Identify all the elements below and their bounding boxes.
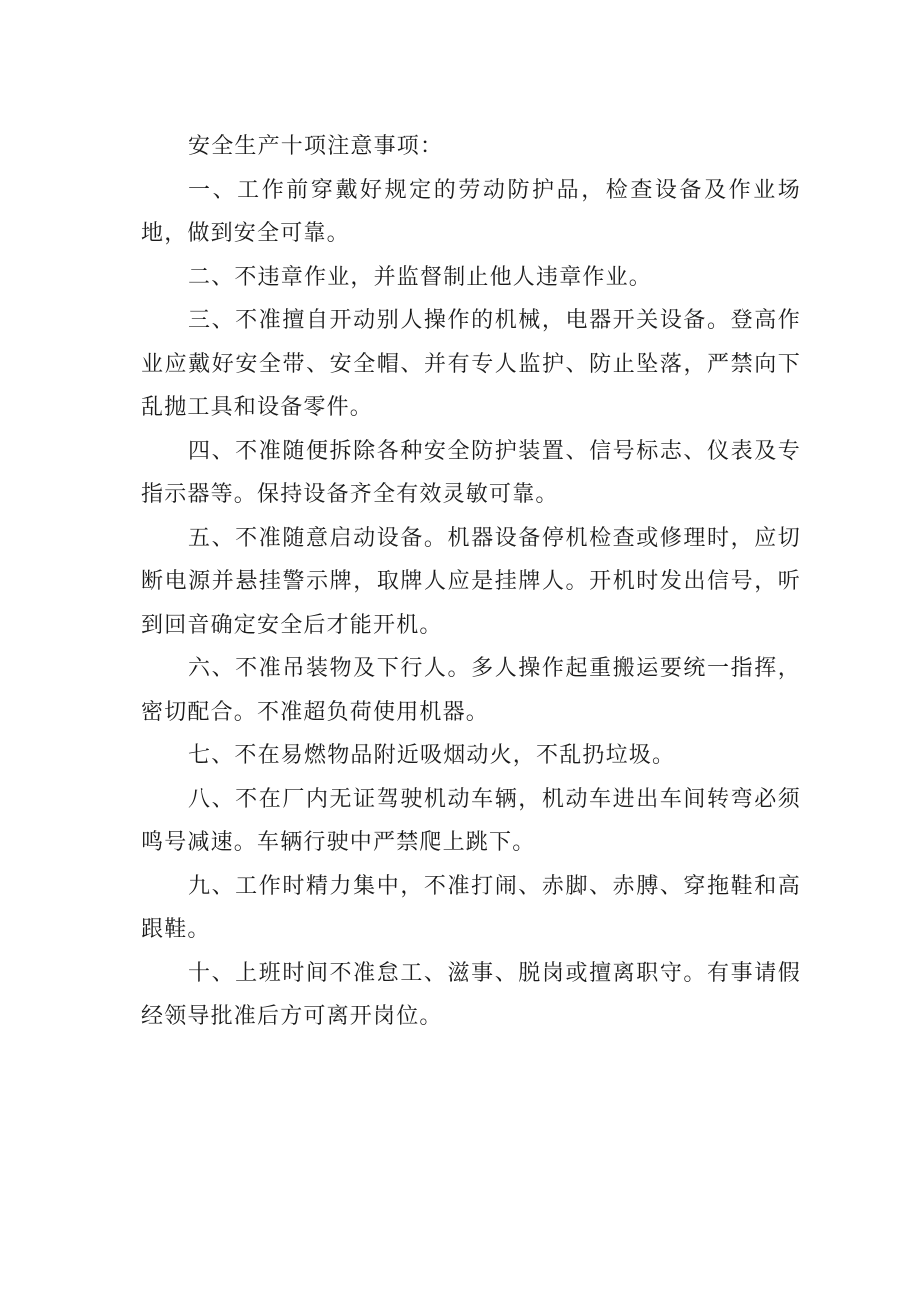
rule-item-8: 八、不在厂内无证驾驶机动车辆，机动车进出车间转弯必须鸣号减速。车辆行驶中严禁爬上跳下。 <box>141 786 801 855</box>
rule-item-2: 二、不违章作业，并监督制止他人违章作业。 <box>188 264 653 290</box>
rule-item-6: 六、不准吊装物及下行人。多人操作起重搬运要统一指挥，密切配合。不准超负荷使用机器。 <box>141 656 801 725</box>
document-heading: 安全生产十项注意事项： <box>188 134 444 159</box>
rule-item-1: 一、工作前穿戴好规定的劳动防护品，检查设备及作业场地，做到安全可靠。 <box>141 177 801 246</box>
rule-item-4: 四、不准随便拆除各种安全防护装置、信号标志、仪表及专指示器等。保持设备齐全有效灵敏可靠。 <box>141 438 801 507</box>
rule-item-3: 三、不准擅自开动别人操作的机械，电器开关设备。登高作业应戴好安全带、安全帽、并有专人监护、防止坠落，严禁向下乱抛工具和设备零件。 <box>141 308 801 420</box>
rule-item-5: 五、不准随意启动设备。机器设备停机检查或修理时，应切断电源并悬挂警示牌，取牌人应是挂牌人。开机时发出信号，听到回音确定安全后才能开机。 <box>141 525 801 638</box>
rule-item-10: 十、上班时间不准怠工、滋事、脱岗或擅离职守。有事请假经领导批准后方可离开岗位。 <box>141 960 801 1029</box>
rule-item-9: 九、工作时精力集中，不准打闹、赤脚、赤膊、穿拖鞋和高跟鞋。 <box>141 873 801 942</box>
rule-item-7: 七、不在易燃物品附近吸烟动火，不乱扔垃圾。 <box>188 743 676 768</box>
document-body <box>141 125 801 1039</box>
